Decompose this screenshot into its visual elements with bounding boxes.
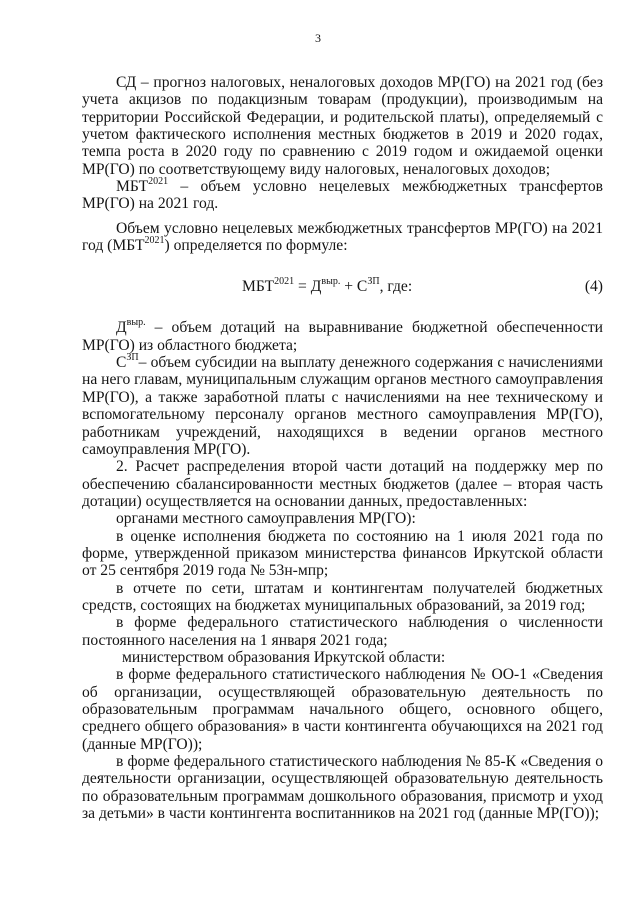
formula-intro-tail: ) определяется по формуле: (164, 237, 348, 255)
formula-expression (242, 278, 412, 295)
formula-intro-superscript: 2021 (144, 234, 165, 246)
paragraph-ministry-education: министерством образования Иркутской области: (122, 648, 446, 666)
formula-lhs-superscript: 2021 (274, 276, 295, 288)
paragraph-local-authorities: органами местного самоуправления МР(ГО): (116, 510, 416, 528)
formula-equals-d: = Д (294, 278, 322, 296)
mbt-definition-text: – объем условно нецелевых межбюджетных трансфертов МР(ГО) на 2021 год. (82, 178, 603, 213)
paragraph-network-report: в отчете по сети, штатам и контингентам получателей бюджетных средств, состоящих на бюджетах муниципальных образований, за 2019 год; (82, 579, 603, 614)
formula-4 (82, 278, 603, 295)
formula-intro-text: Объем условно нецелевых межбюджетных трансфертов МР(ГО) на 2021 год (МБТ (82, 219, 603, 255)
paragraph-mbt-definition (82, 175, 603, 213)
formula-plus-c: + С (340, 278, 368, 296)
term-mbt-superscript: 2021 (148, 175, 169, 187)
formula-number: (4) (584, 278, 603, 296)
term-c: С (116, 354, 127, 372)
term-mbt: МБТ (116, 178, 149, 196)
paragraph-sd-definition: СД – прогноз налоговых, неналоговых доходов МР(ГО) на 2021 год (без учета акцизов по подакцизным товарам (продукции), производимым на территории Российской Федерации, и родительской платы), определяемый с учетом фактического исполнения местных бюджетов в 2019 и 2020 годах, темпа роста в 2020 году по сравнению с 2019 годом и ожидаемой оценки МР(ГО) по соответствующему виду налоговых, неналоговых доходов; (82, 74, 603, 178)
formula-c-superscript: ЗП (367, 276, 380, 288)
d-definition-text: – объем дотаций на выравнивание бюджетной обеспеченности МР(ГО) из областного бюджета; (82, 319, 603, 354)
paragraph-c-definition (82, 351, 603, 458)
page-number: 3 (315, 31, 321, 45)
term-d-superscript: выр. (126, 317, 146, 329)
document-body (82, 74, 603, 822)
term-d: Д (116, 319, 127, 337)
paragraph-formula-intro (82, 220, 603, 255)
paragraph-budget-estimate: в оценке исполнения бюджета по состоянию на 1 июля 2021 года по форме, утвержденной приказом министерства финансов Иркутской области от 25 сентября 2019 года № 53н-мпр; (82, 527, 603, 580)
paragraph-section-2: 2. Расчет распределения второй части дотаций на поддержку мер по обеспечению сбалансированности местных бюджетов (далее – вторая часть дотации) осуществляется на основании данных, предоставленных: (82, 458, 603, 510)
c-definition-text: – объем субсидии на выплату денежного содержания с начислениями на него главам, муниципальным служащим органов местного самоуправления МР(ГО), а также заработной платы с начислениями на нее техническому и вспомогательному персоналу органов местного самоуправления МР(ГО), работникам учреждений, находящихся в ведении органов местного самоуправления МР(ГО). (82, 354, 603, 458)
formula-d-superscript: выр. (321, 276, 341, 288)
paragraph-population-form: в форме федерального статистического наблюдения о численности постоянного населения на 1 января 2021 года; (82, 614, 603, 649)
paragraph-d-definition (82, 319, 603, 354)
term-c-superscript: ЗП (126, 351, 139, 363)
paragraph-form-85k: в форме федерального статистического наблюдения № 85-К «Сведения о деятельности организации, осуществляющей образовательную деятельность по образовательным программам дошкольного образования, присмотр и уход за детьми» в части контингента воспитанников на 2021 год (данные МР(ГО)); (82, 753, 603, 823)
formula-tail: , где: (379, 278, 413, 296)
formula-lhs: МБТ (242, 278, 275, 296)
paragraph-form-oo1: в форме федерального статистического наблюдения № ОО-1 «Сведения об организации, осуществляющей образовательную деятельность по образовательным программам начального общего, основного общего, среднего общего образования» в части контингента обучающихся на 2021 год (данные МР(ГО)); (82, 666, 603, 753)
